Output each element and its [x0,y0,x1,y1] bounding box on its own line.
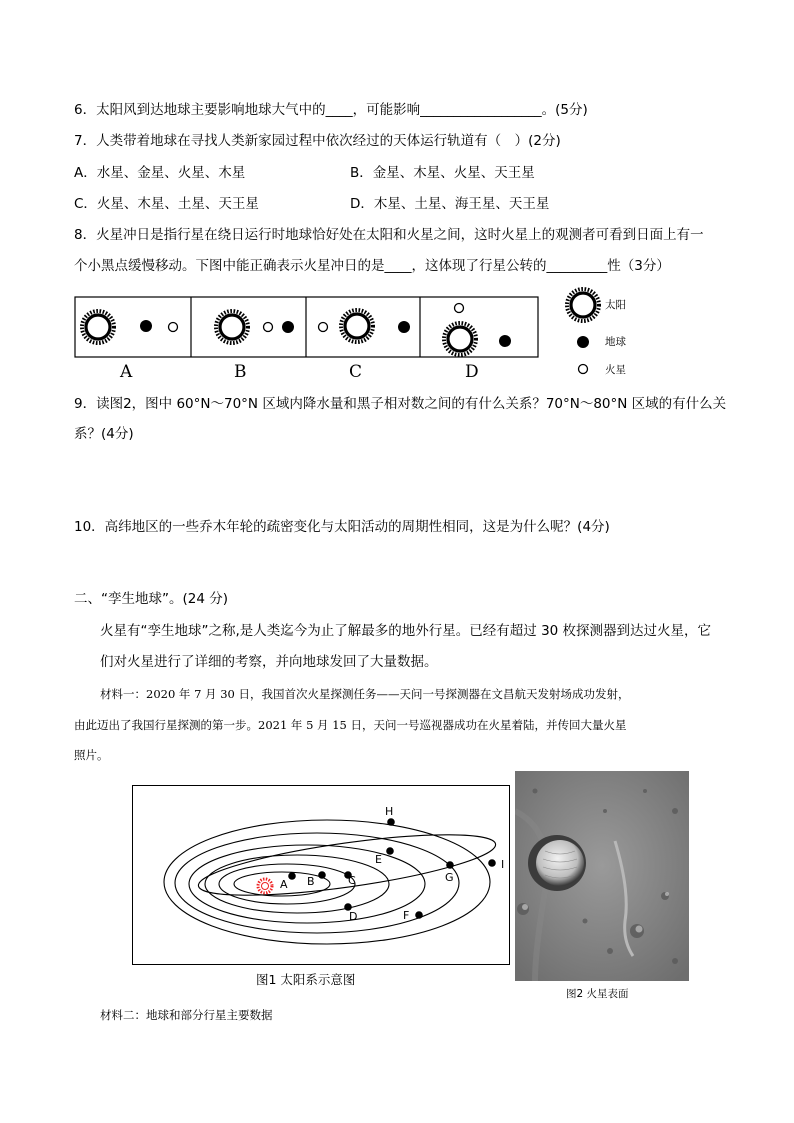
q7-option-b: B．金星、木星、火星、天王星 [350,165,535,181]
material-1-line2: 由此迈出了我国行星探测的第一步。2021 年 5 月 15 日，天问一号巡视器成功在火星着陆，并传回大量火星 [74,718,627,732]
panel-c-mars-icon [319,323,328,332]
mars-surface-photo [515,771,689,981]
panel-label-a: A [120,362,133,382]
q7-option-a: A．水星、金星、火星、木星 [74,165,246,181]
section-2-title: 二、“孪生地球”。(24 分) [74,591,228,607]
legend-earth-icon [577,336,589,348]
panel-label-d: D [465,362,479,382]
planet-label-a: A [280,878,288,891]
planet-h [387,818,395,826]
planet-g [446,861,454,869]
figure-1-caption: 图1 太阳系示意图 [256,972,356,987]
question-8-line1: 8．火星冲日是指行星在绕日运行时地球恰好处在太阳和火星之间，这时火星上的观测者可看到日面上有一 [74,227,704,243]
planet-label-e: E [375,853,382,866]
material-1-line3: 照片。 [74,748,109,762]
panel-d-mars-icon [455,304,464,313]
planet-label-f: F [403,909,410,922]
material-2: 材料二：地球和部分行星主要数据 [100,1008,273,1022]
figure-2-caption: 图2 火星表面 [566,988,629,1000]
legend-mars-label: 火星 [605,364,626,376]
panel-a-mars-icon [169,323,178,332]
question-6: 6．太阳风到达地球主要影响地球大气中的____，可能影响__________________。(5分) [74,102,588,118]
planet-label-b: B [307,875,315,888]
question-7: 7．人类带着地球在寻找人类新家园过程中依次经过的天体运行轨道有（ ）(2分) [74,133,561,149]
panel-d-earth-icon [499,335,511,347]
planet-i [488,859,496,867]
panel-label-b: B [234,362,247,382]
material-1-line1: 材料一：2020 年 7 月 30 日，我国首次火星探测任务——天问一号探测器在文昌航天发射场成功发射， [100,687,630,701]
intro-line-2: 们对火星进行了详细的考察，并向地球发回了大量数据。 [100,654,438,670]
planet-label-c: C [348,874,356,887]
legend-earth-label: 地球 [605,336,626,348]
legend-sun-icon [567,289,599,321]
planet-e [386,847,394,855]
question-9-line1: 9．读图2，图中 60°N～70°N 区域内降水量和黑子相对数之间的有什么关系？70°N～80°N 区域的有什么关 [74,396,727,412]
panel-c-earth-icon [398,321,410,333]
mars-opposition-figure [70,285,750,385]
legend-sun-label: 太阳 [605,299,626,311]
legend-mars-icon [579,365,588,374]
panel-b-earth-icon [282,321,294,333]
intro-line-1: 火星有“孪生地球”之称,是人类迄今为止了解最多的地外行星。已经有超过 30 枚探测器到达过火星，它 [100,623,712,639]
planet-f [415,911,423,919]
panel-b-mars-icon [264,323,273,332]
planet-label-g: G [445,871,454,884]
panel-a-sun-icon [82,311,114,343]
planet-a [288,872,296,880]
panel-a-earth-icon [140,320,152,332]
panel-d-sun-icon [444,323,476,355]
solar-system-diagram [132,785,510,965]
q7-option-c: C．火星、木星、土星、天王星 [74,196,259,212]
question-10: 10．高纬地区的一些乔木年轮的疏密变化与太阳活动的周期性相同，这是为什么呢？(4分) [74,519,610,535]
planet-label-h: H [385,805,394,818]
planet-label-i: I [501,858,505,871]
question-9-line2: 系？(4分) [74,426,134,442]
question-8-line2: 个小黑点缓慢移动。下图中能正确表示火星冲日的是____，这体现了行星公转的_________性（3分） [74,258,670,274]
panel-label-c: C [349,362,363,382]
panel-c-sun-icon [341,310,373,342]
planet-label-d: D [349,910,358,923]
q7-option-d: D．木星、土星、海王星、天王星 [350,196,550,212]
panel-b-sun-icon [216,311,248,343]
planet-b [318,871,326,879]
